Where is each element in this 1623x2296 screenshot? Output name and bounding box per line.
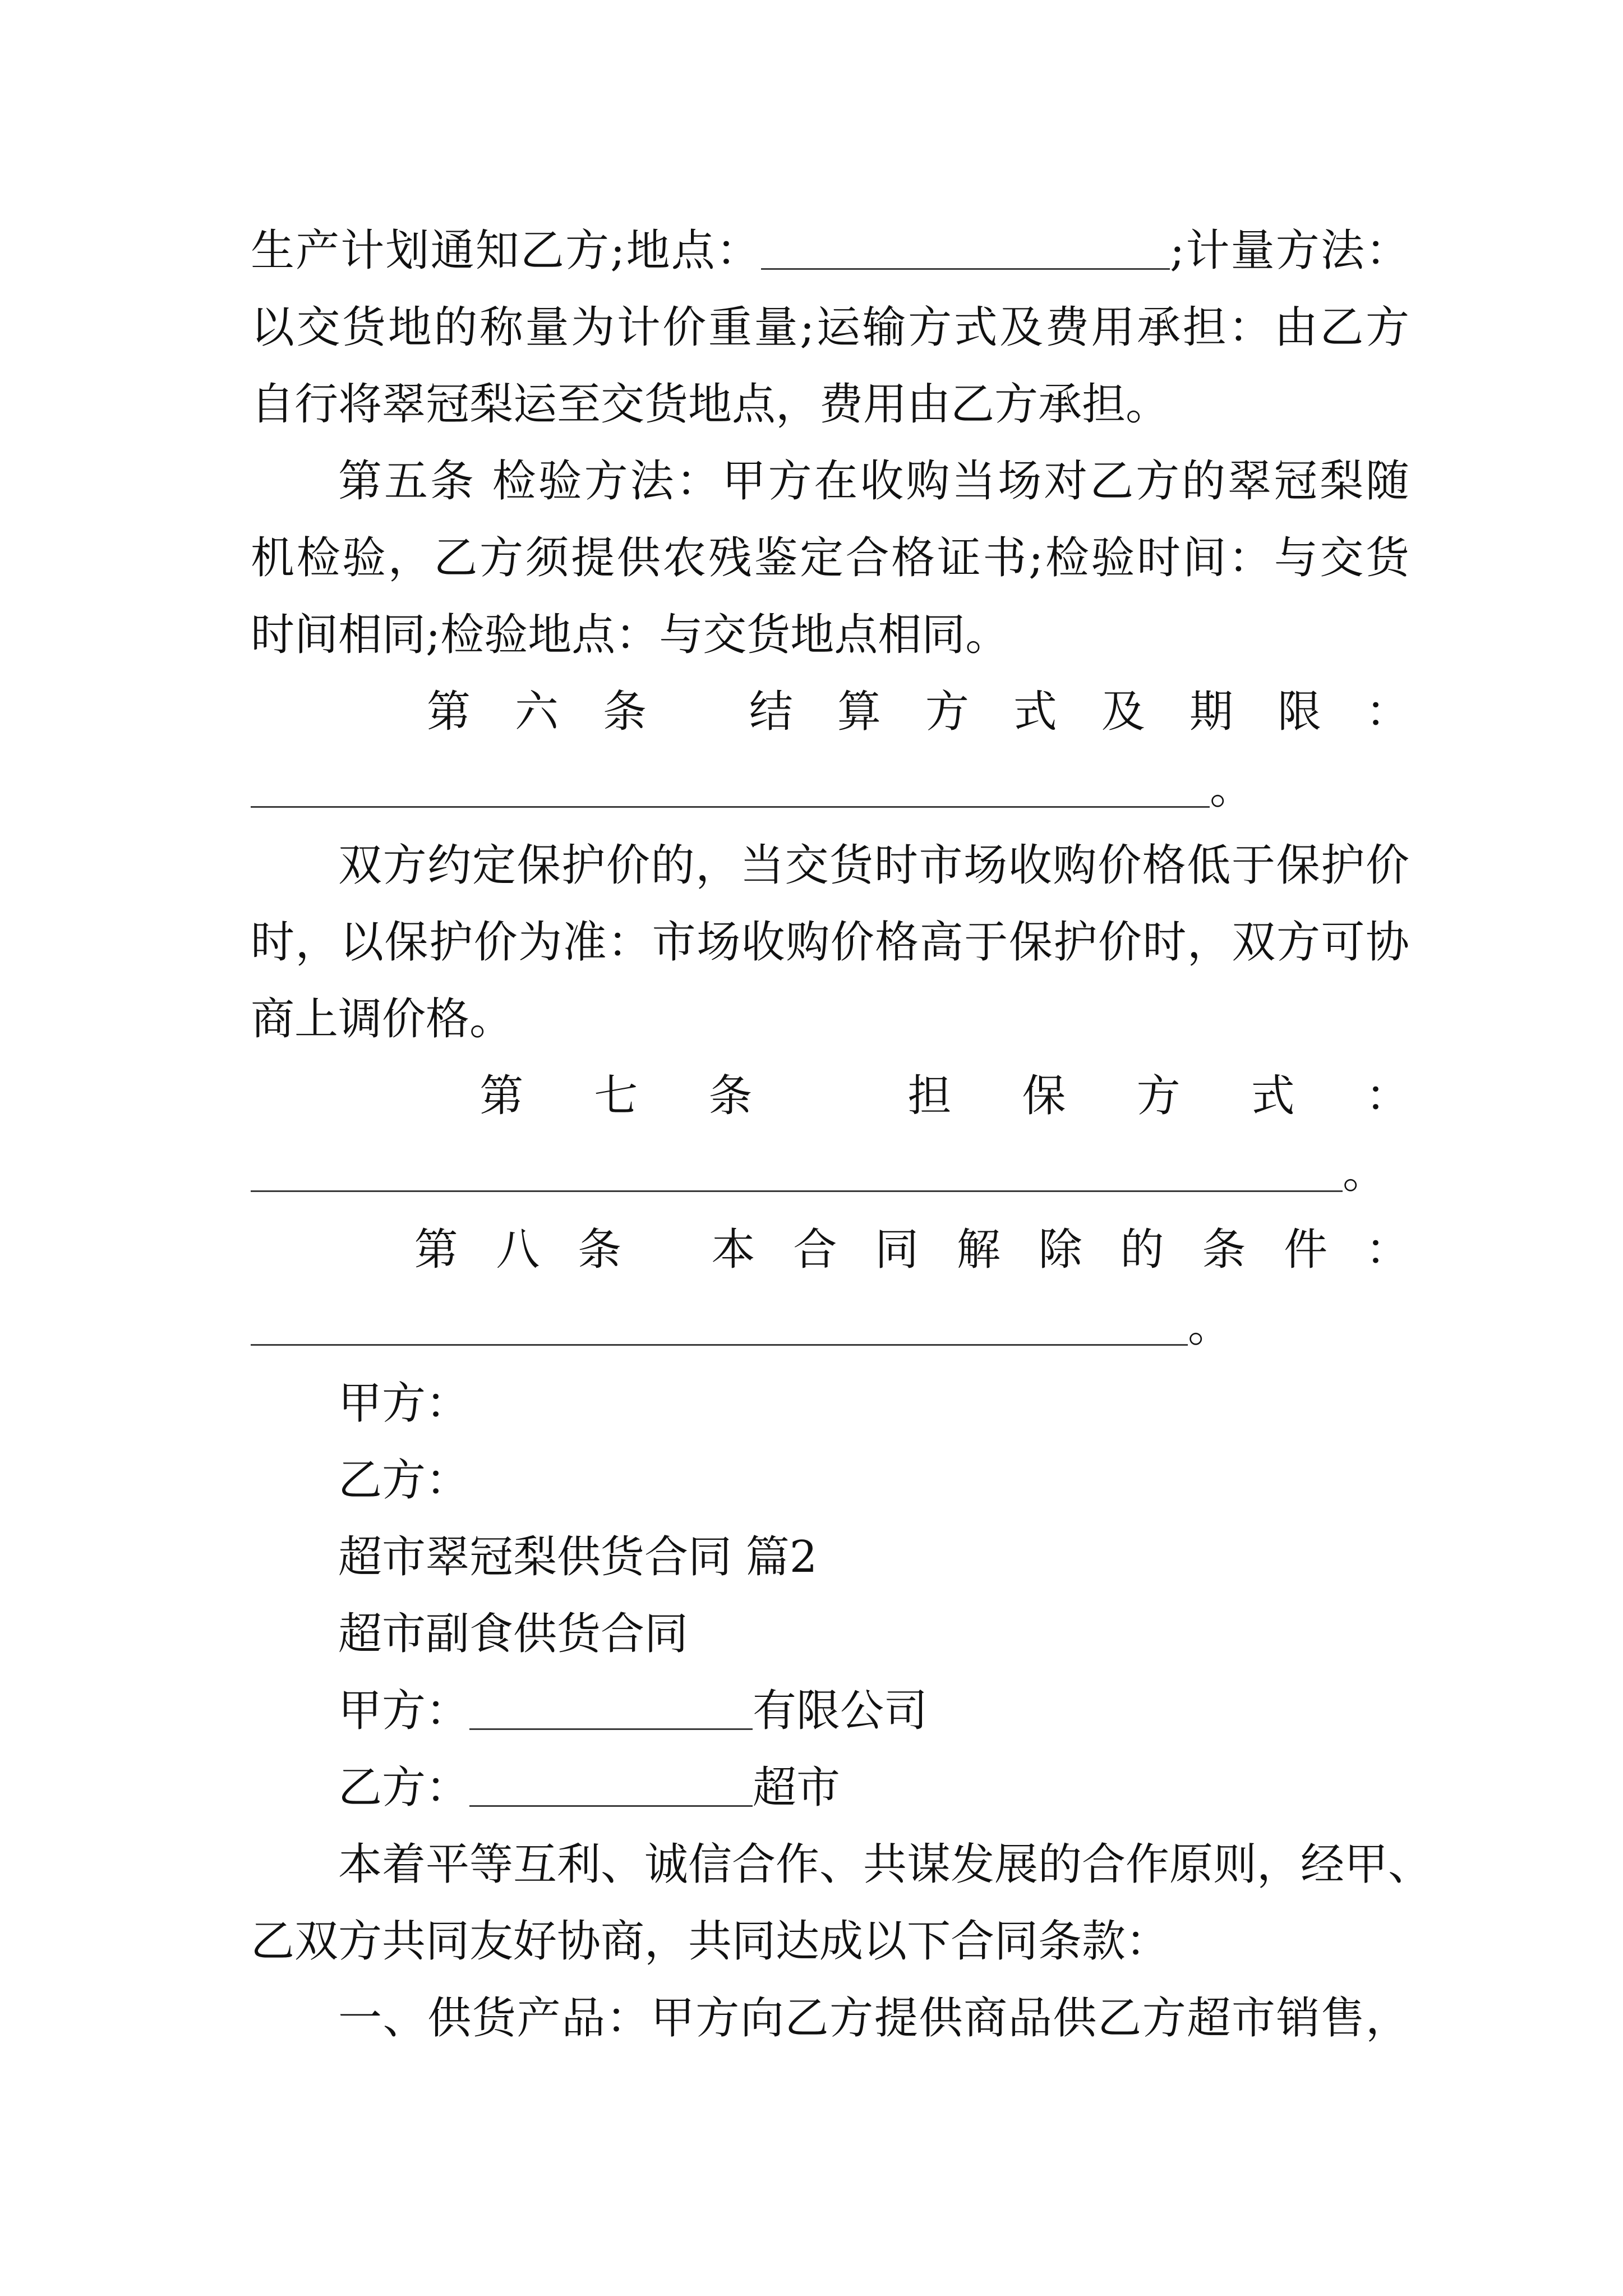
text-column (251, 213, 1432, 2057)
guarantee-method-blank (251, 1156, 1343, 1192)
heading-char: 担 (907, 1071, 952, 1121)
article-8-period: 。 (1188, 1301, 1232, 1352)
delivery-terms-line-3: 自行将翠冠梨运至交货地点，费用由乙方承担。 (251, 379, 1170, 430)
clause-1-line-1: 一、供货产品：甲方向乙方提供商品供乙方超市销售， (338, 1993, 1409, 2044)
preamble-line-1: 本着平等互利、诚信合作、共谋发展的合作原则，经甲、 (338, 1839, 1432, 1890)
protection-price-line-3: 商上调价格。 (251, 994, 514, 1045)
heading-char: ： (1365, 1071, 1409, 1121)
heading-char: 保 (1022, 1071, 1066, 1121)
party-b-name-blank (469, 1770, 753, 1807)
party-b-label: 乙方： (338, 1763, 470, 1813)
contract-title: 超市副食供货合同 (338, 1609, 689, 1659)
heading-char: 式 (1013, 687, 1057, 737)
word-space (691, 674, 705, 751)
heading-char: 条 (1202, 1225, 1246, 1275)
heading-char: 条 (708, 1071, 753, 1121)
signature-party-a: 甲方： (338, 1378, 470, 1429)
delivery-terms-line-2: 以交货地的称量为计价重量;运输方式及费用承担：由乙方 (251, 302, 1409, 353)
heading-char: 本 (711, 1225, 755, 1275)
heading-char: ： (1365, 1225, 1409, 1275)
heading-char: 式 (1251, 1071, 1295, 1121)
heading-char: 的 (1120, 1225, 1164, 1275)
heading-char: 七 (594, 1071, 638, 1121)
heading-char: 八 (496, 1225, 540, 1275)
party-a-name-blank (469, 1694, 753, 1730)
indent-spacer (251, 1096, 294, 1097)
delivery-terms-line-1 (251, 213, 1409, 289)
heading-char: 第 (479, 1071, 524, 1121)
article-6-period: 。 (1210, 763, 1254, 814)
heading-char: 结 (749, 687, 793, 737)
heading-char: 件 (1284, 1225, 1328, 1275)
article-5-line-2: 机检验，乙方须提供农残鉴定合格证书;检验时间：与交货 (251, 533, 1409, 583)
section-title: 超市翠冠梨供货合同 篇2 (338, 1532, 818, 1582)
heading-char: 算 (837, 687, 881, 737)
heading-char: 及 (1101, 687, 1145, 737)
delivery-location-label: 生产计划通知乙方;地点： (251, 226, 762, 276)
heading-char: 方 (925, 687, 969, 737)
article-6-blank-line (251, 751, 1409, 827)
article-7-heading (251, 1058, 1409, 1135)
party-b-suffix: 超市 (753, 1763, 841, 1813)
heading-char: 第 (427, 687, 471, 737)
preamble-line-2: 乙双方共同友好协商，共同达成以下合同条款： (251, 1916, 1170, 1967)
heading-char: ： (1365, 687, 1409, 737)
article-8-heading (251, 1212, 1409, 1289)
party-b-line (251, 1750, 1409, 1826)
article-5-line-1: 第五条 检验方法：甲方在收购当场对乙方的翠冠梨随 (338, 456, 1409, 507)
heading-char: 期 (1189, 687, 1233, 737)
protection-price-line-2: 时，以保护价为准：市场收购价格高于保护价时，双方可协 (251, 917, 1409, 968)
heading-char: 解 (956, 1225, 1000, 1275)
word-space (660, 1212, 674, 1289)
party-a-label: 甲方： (338, 1686, 470, 1736)
party-a-line (251, 1673, 1409, 1750)
indent-spacer (365, 1096, 409, 1097)
article-6-heading (251, 674, 1409, 751)
heading-char: 除 (1038, 1225, 1082, 1275)
heading-char: 方 (1136, 1071, 1181, 1121)
heading-char: 六 (515, 687, 559, 737)
heading-char: 条 (603, 687, 647, 737)
delivery-location-blank (761, 233, 1170, 270)
article-5-line-3: 时间相同;检验地点：与交货地点相同。 (251, 610, 1009, 660)
heading-char: 同 (875, 1225, 919, 1275)
heading-char: 限 (1277, 687, 1321, 737)
heading-char: 条 (578, 1225, 622, 1275)
settlement-terms-blank (251, 771, 1210, 808)
signature-party-b: 乙方： (338, 1455, 470, 1506)
article-7-period: 。 (1343, 1148, 1387, 1198)
article-8-blank-line (251, 1289, 1409, 1365)
measurement-method-label: ;计量方法： (1170, 226, 1410, 276)
heading-char: 第 (414, 1225, 458, 1275)
heading-char: 合 (793, 1225, 837, 1275)
termination-conditions-blank (251, 1309, 1188, 1346)
article-7-blank-line (251, 1135, 1409, 1212)
party-a-suffix: 有限公司 (753, 1686, 928, 1736)
protection-price-line-1: 双方约定保护价的，当交货时市场收购价格低于保护价 (338, 840, 1409, 891)
word-space (823, 1058, 837, 1135)
